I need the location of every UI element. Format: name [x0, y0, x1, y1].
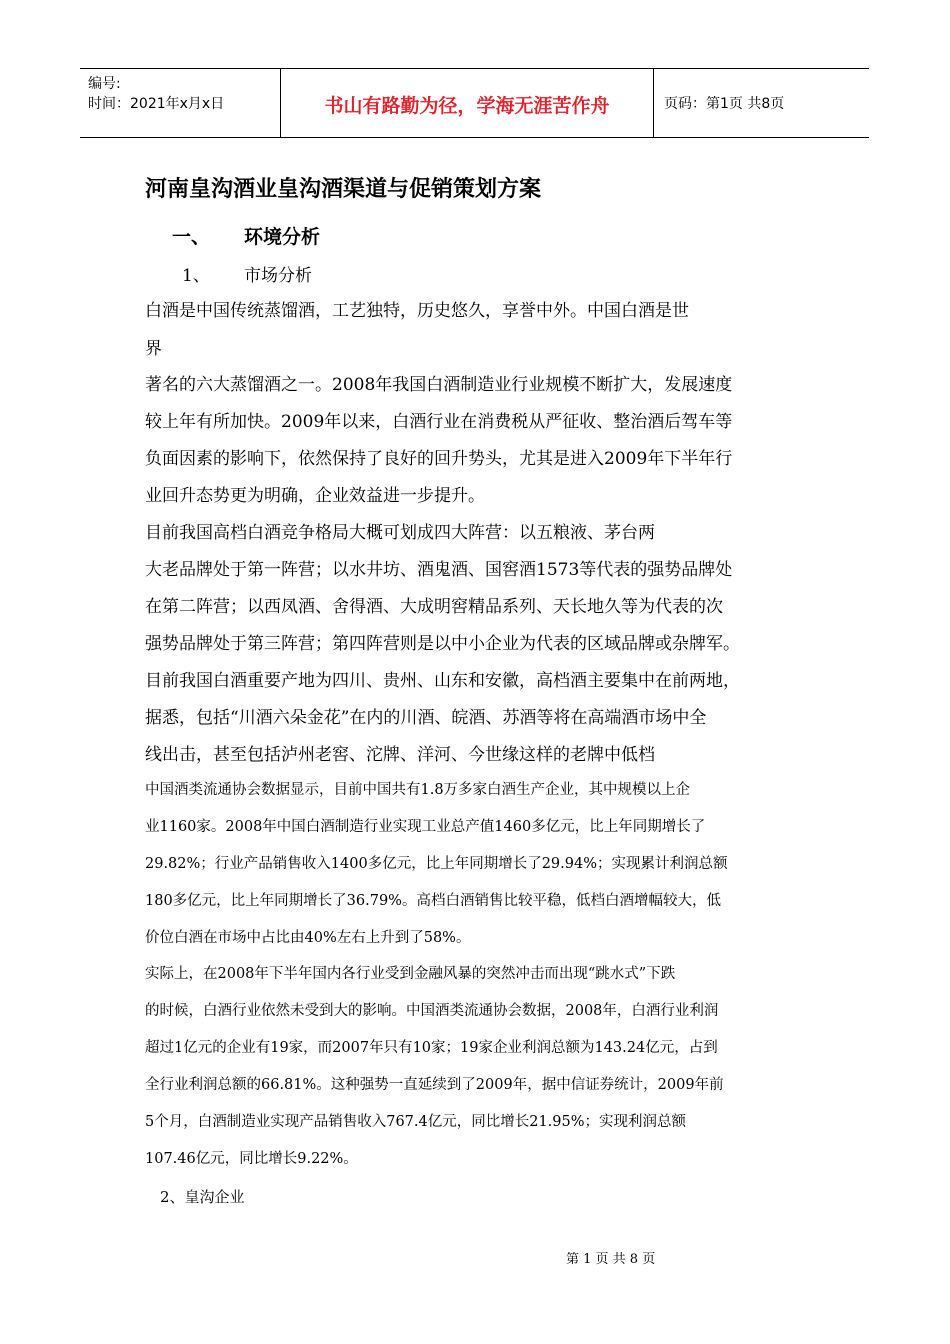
body-line: 在第二阵营；以西凤酒、舍得酒、大成明窖精品系列、天长地久等为代表的次: [145, 597, 723, 617]
body-line: 线出击，甚至包括泸州老窖、沱牌、洋河、今世缘这样的老牌中低档: [145, 745, 655, 765]
body-line: 的时候，白酒行业依然未受到大的影响。中国酒类流通协会数据，2008年，白酒行业利润: [145, 1003, 719, 1019]
section-title: 环境分析: [244, 226, 321, 248]
body-line: 强势品牌处于第三阵营；第四阵营则是以中小企业为代表的区域品牌或杂牌军。: [145, 634, 740, 654]
subsection-title: 市场分析: [244, 266, 312, 286]
header-meta-cell: [80, 69, 281, 137]
doc-code-label: 编号:: [88, 76, 121, 92]
body-line: 中国酒类流通协会数据显示，目前中国共有1.8万多家白酒生产企业，其中规模以上企: [145, 782, 691, 798]
body-line: 目前我国高档白酒竞争格局大概可划成四大阵营：以五粮液、茅台两: [145, 523, 655, 543]
body-line: 界: [145, 339, 162, 359]
body-line: 价位白酒在市场中占比由40%左右上升到了58%。: [145, 930, 471, 946]
body-line: 5个月，白酒制造业实现产品销售收入767.4亿元，同比增长21.95%；实现利润总额: [145, 1114, 687, 1130]
body-line: 全行业利润总额的66.81%。这种强势一直延续到了2009年，据中信证券统计，2009年前: [145, 1077, 724, 1093]
body-line: 实际上，在2008年下半年国内各行业受到金融风暴的突然冲击而出现“跳水式”下跌: [145, 966, 676, 982]
body-line: 业回升态势更为明确，企业效益进一步提升。: [145, 486, 485, 506]
section-number: 一、: [172, 226, 211, 248]
body-line: 大老品牌处于第一阵营；以水井坊、酒鬼酒、国窖酒1573等代表的强势品牌处: [145, 560, 733, 580]
body-line: 目前我国白酒重要产地为四川、贵州、山东和安徽，高档酒主要集中在前两地，: [145, 671, 740, 691]
header-motto: 书山有路勤为径，学海无涯苦作舟: [324, 95, 610, 117]
header-page-info: 页码：第1页 共8页: [664, 96, 785, 112]
section-heading: [172, 222, 320, 249]
subsection-number: 1、: [182, 266, 210, 286]
body-line: 业1160家。2008年中国白酒制造行业实现工业总产值1460多亿元，比上年同期增长了: [145, 819, 706, 835]
body-line: 较上年有所加快。2009年以来，白酒行业在消费税从严征收、整治酒后驾车等: [145, 412, 733, 432]
body-line: 据悉，包括“川酒六朵金花”在内的川酒、皖酒、苏酒等将在高端酒市场中全: [145, 708, 707, 728]
body-line: 107.46亿元，同比增长9.22%。: [145, 1151, 358, 1167]
body-line: 29.82%；行业产品销售收入1400多亿元，比上年同期增长了29.94%；实现累计利润总额: [145, 856, 728, 872]
body-line: 白酒是中国传统蒸馏酒，工艺独特，历史悠久，享誉中外。中国白酒是世: [145, 301, 689, 321]
body-line: 超过1亿元的企业有19家，而2007年只有10家；19家企业利润总额为143.24亿元，占到: [145, 1040, 718, 1056]
subsection-heading-2: 2、皇沟企业: [160, 1188, 245, 1206]
subsection-heading: [182, 261, 312, 286]
body-line: 著名的六大蒸馏酒之一。2008年我国白酒制造业行业规模不断扩大，发展速度: [145, 375, 733, 395]
header-page-cell: [654, 69, 869, 137]
body-line: 负面因素的影响下，依然保持了良好的回升势头，尤其是进入2009年下半年行: [145, 449, 733, 469]
page-footer: 第 1 页 共 8 页: [566, 1252, 656, 1267]
header-motto-cell: [281, 69, 654, 137]
document-title: 河南皇沟酒业皇沟酒渠道与促销策划方案: [145, 177, 542, 202]
page-header: [80, 68, 869, 138]
doc-date-label: 时间：2021年x月x日: [88, 96, 225, 112]
body-line: 180多亿元，比上年同期增长了36.79%。高档白酒销售比较平稳，低档白酒增幅较大，低: [145, 893, 721, 909]
